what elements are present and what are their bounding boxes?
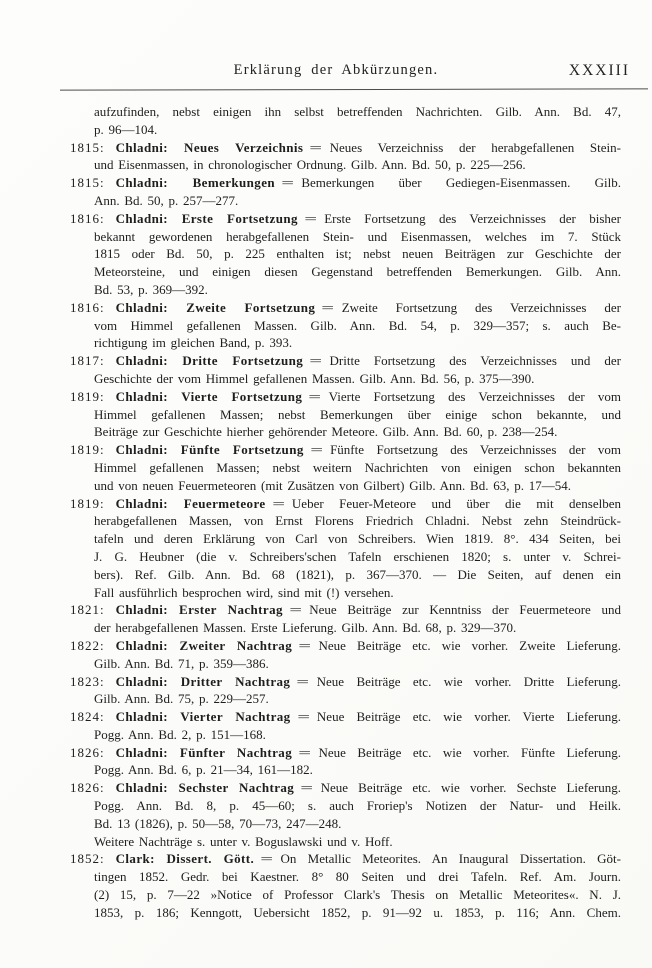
entry [70,210,621,299]
entry-year: 1822: [70,637,105,653]
entry [70,850,621,921]
entry-line: herabgefallenen Massen, von Ernst Florens Friedrich Chladni. Nebst zehn Steindrück- [94,513,621,529]
abbreviation-list [70,103,621,922]
entry-first-line [70,174,621,192]
entry-year: 1821: [70,602,105,618]
entry-text: On Metallic Meteorites. An Inaugural Dissertation. Göt- [280,851,621,867]
entry-year: 1826: [70,780,105,796]
entry-text: Fünfte Fortsetzung des Verzeichnisses der vom [330,442,621,458]
equals-sign: = [296,709,310,725]
entry-line: (2) 15, p. 7—22 »Notice of Professor Clark's Thesis on Metallic Meteorites«. N. J. [94,887,621,903]
equals-sign: = [271,495,285,511]
entry-head: Chladni: Fünfter Nachtrag [115,744,293,760]
entry-first-line [70,299,621,317]
entry-year: 1816: [70,210,105,226]
entry-line: und von neuen Feuermeteoren (mit Zusätzen von Gilbert) Gilb. Ann. Bd. 63, p. 17—54. [94,477,571,493]
entry-year: 1815: [70,139,105,155]
entry-text: Zweite Fortsetzung des Verzeichnisses der [341,299,621,315]
entry-line: tingen 1852. Gedr. bei Kaestner. 8° 80 Seiten und drei Tafeln. Ref. Am. Journ. [94,869,621,885]
entry [70,299,621,352]
entry [70,637,621,673]
entry-line: Pogg. Ann. Bd. 2, p. 151—168. [94,726,266,742]
entry-line: Bd. 13 (1826), p. 50—58, 70—73, 247—248. [94,815,342,831]
entry-head: Chladni: Sechster Nachtrag [115,780,295,796]
entry-first-line [70,601,621,619]
entry-head: Chladni: Erste Fortsetzung [115,210,298,226]
equals-sign: = [300,780,314,796]
entry-head: Chladni: Bemerkungen [115,175,275,191]
header-rule [60,88,648,90]
entry [70,601,621,637]
entry [70,673,621,709]
page-number: XXXIII [568,62,630,79]
entry-text: Bemerkungen über Gediegen-Eisenmassen. Gilb. [301,175,621,191]
entry-year: 1815: [70,175,105,191]
entry-line: vom Himmel gefallenen Massen. Gilb. Ann. Bd. 54, p. 329—357; s. auch Be- [94,317,621,333]
equals-sign: = [260,851,274,867]
entry-first-line [70,495,621,513]
entry-first-line [70,779,621,797]
entry-first-line [70,708,621,726]
entry [70,495,621,602]
entry-line: Meteorsteine, und einigen diesen Gegenstand betreffenden Bemerkungen. Gilb. Ann. [94,264,621,280]
entry-text: Neue Beiträge etc. wie vorher. Sechste Lieferung. [320,780,621,796]
entry-year: 1824: [70,709,105,725]
entry-line: und Eisenmassen, in chronologischer Ordnung. Gilb. Ann. Bd. 50, p. 225—256. [94,157,526,173]
entry-line: bers). Ref. Gilb. Ann. Bd. 68 (1821), p. 367—370. — Die Seiten, auf denen ein [94,566,621,582]
equals-sign: = [298,744,312,760]
page-title: Erklärung der Abkürzungen. [233,62,439,78]
entry-first-line [70,210,621,228]
entry-text: Neue Beiträge etc. wie vorher. Zweite Lieferung. [318,637,621,653]
entry-first-line [70,850,621,868]
entry-head: Chladni: Fünfte Fortsetzung [115,442,304,458]
entry [70,352,621,388]
entry-line: Fall ausführlich besprochen wird, sind mit (!) versehen. [94,584,394,600]
entry-line: Bd. 53, p. 369—392. [94,281,208,297]
entry [70,744,621,780]
entry-head: Chladni: Vierte Fortsetzung [115,388,303,404]
entry-year: 1826: [70,744,105,760]
entry [70,779,621,832]
entry-year: 1817: [70,353,105,369]
entry-text: Neues Verzeichniss der herabgefallenen Stein- [329,139,621,155]
entry-head: Chladni: Neues Verzeichnis [115,139,304,155]
entry-line: p. 96—104. [94,121,158,137]
equals-sign: = [309,139,323,155]
entry-text: Dritte Fortsetzung des Verzeichnisses und der [329,353,621,369]
entry-first-line [70,744,621,762]
entry-line: der herabgefallenen Massen. Erste Lieferung. Gilb. Ann. Bd. 68, p. 329—370. [94,620,517,636]
entry-head: Chladni: Zweite Fortsetzung [115,299,316,315]
equals-sign: = [281,175,295,191]
entry-text: Neue Beiträge etc. wie vorher. Vierte Lieferung. [316,709,622,725]
entry-head: Chladni: Vierter Nachtrag [115,709,291,725]
entry-head: Chladni: Dritte Fortsetzung [115,353,304,369]
entry [70,174,621,210]
entry-first-line: aufzufinden, nebst einigen ihn selbst betreffenden Nachrichten. Gilb. Ann. Bd. 47, [94,104,621,119]
entry [70,103,621,139]
entry-line: Himmel gefallenen Massen; nebst weitern Nachrichten von einigen schon bekannten [94,459,621,475]
equals-sign: = [298,637,312,653]
entry-line: Beiträge zur Geschichte hierher gehörender Meteore. Gilb. Ann. Bd. 60, p. 238—254. [94,424,558,440]
entry-year: 1819: [70,442,105,458]
entry-first-line [70,673,621,691]
entry-year: 1819: [70,495,105,511]
equals-sign: = [309,353,323,369]
entry-line: Gilb. Ann. Bd. 71, p. 359—386. [94,655,269,671]
equals-sign: = [309,442,323,458]
entry-text: Neue Beiträge zur Kenntniss der Feuermeteore und [309,602,622,618]
entry-first-line: Weitere Nachträge s. unter v. Boguslawski und v. Hoff. [94,833,393,849]
entry-text: Ueber Feuer-Meteore und über die mit denselben [291,495,621,511]
entry [70,388,621,441]
equals-sign: = [289,602,302,618]
entry-head: Clark: Dissert. Gött. [115,851,255,867]
entry-first-line [70,139,621,157]
running-head [0,62,652,84]
entry-line: richtigung im gleichen Band, p. 393. [94,335,293,351]
entry [70,139,621,175]
entry-line: 1853, p. 186; Kenngott, Uebersicht 1852, p. 91—92 u. 1853, p. 116; Ann. Chem. [94,904,621,920]
equals-sign: = [304,210,317,226]
entry-first-line [70,441,621,459]
entry-text: Neue Beiträge etc. wie vorher. Dritte Lieferung. [316,673,621,689]
entry-head: Chladni: Erster Nachtrag [115,602,283,618]
entry-year: 1816: [70,299,105,315]
entry [70,441,621,494]
entry-text: Neue Beiträge etc. wie vorher. Fünfte Lieferung. [318,744,621,760]
entry-line: Ann. Bd. 50, p. 257—277. [94,192,239,208]
entry-line: Geschichte der vom Himmel gefallenen Massen. Gilb. Ann. Bd. 56, p. 375—390. [94,370,535,386]
entry [70,833,621,851]
entry-year: 1819: [70,388,105,404]
entry-year: 1823: [70,673,105,689]
entry-year: 1852: [70,851,105,867]
entry-line: 1815 oder Bd. 50, p. 225 enthalten ist; nebst neuen Beiträgen zur Geschichte der [94,246,621,262]
equals-sign: = [321,299,335,315]
entry-line: bekannt gewordenen herabgefallenen Stein- und Eisenmassen, welches im 7. Stück [94,228,621,244]
entry [70,708,621,744]
entry-first-line [70,637,621,655]
entry-line: J. G. Heubner (die v. Schreibers'schen Tafeln erschienen 1820; s. unter v. Schrei- [94,548,621,564]
entry-first-line [70,388,621,406]
equals-sign: = [308,388,322,404]
equals-sign: = [296,673,310,689]
entry-head: Chladni: Zweiter Nachtrag [115,637,293,653]
entry-head: Chladni: Feuermeteore [115,495,266,511]
entry-line: Gilb. Ann. Bd. 75, p. 229—257. [94,691,269,707]
entry-text: Vierte Fortsetzung des Verzeichnisses der vom [328,388,622,404]
entry-line: Himmel gefallenen Massen; nebst Bemerkungen über einige schon bekannte, und [94,406,621,422]
entry-text: Erste Fortsetzung des Verzeichnisses der bisher [324,210,621,226]
entry-line: Pogg. Ann. Bd. 6, p. 21—34, 161—182. [94,762,313,778]
entry-line: Pogg. Ann. Bd. 8, p. 45—60; s. auch Froriep's Notizen der Natur- und Heilk. [94,798,621,814]
entry-first-line [70,352,621,370]
entry-head: Chladni: Dritter Nachtrag [115,673,291,689]
entry-line: tafeln und deren Erklärung von Carl von Schreibers. Wien 1819. 8°. 434 Seiten, bei [94,531,621,547]
